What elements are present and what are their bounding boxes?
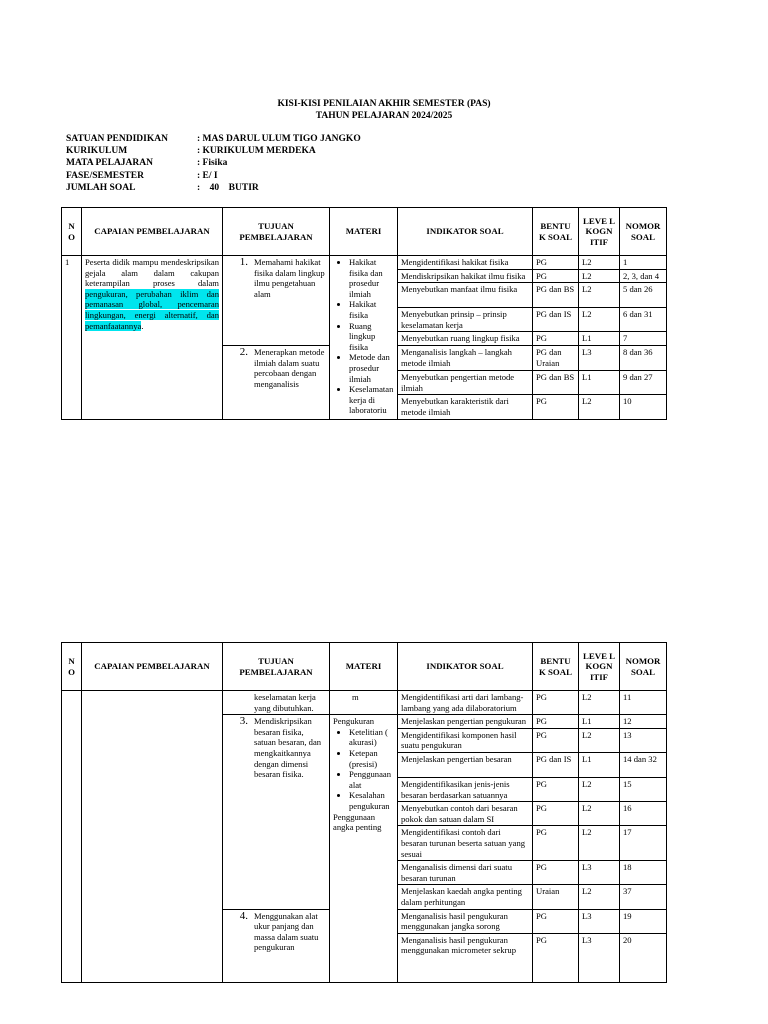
tujuan-text: Memahami hakikat fisika dalam lingkup ilmu pengetahuan alam	[254, 257, 325, 299]
cell-nomor: 5 dan 26	[620, 283, 667, 308]
header-tujuan: TUJUAN PEMBELAJARAN	[223, 643, 330, 691]
cell-bentuk: PG	[533, 802, 579, 826]
capaian-text: Peserta didik mampu mendeskripsikan gejala alam dalam cakupan keterampilan proses dalam	[85, 257, 219, 289]
header-no: N O	[62, 208, 82, 256]
cell-bentuk: PG	[533, 933, 579, 982]
tujuan-text: keselamatan kerja yang dibutuhkan.	[254, 692, 316, 713]
table-row	[62, 256, 667, 270]
cell-indikator: Menyebutkan ruang lingkup fisika	[398, 332, 533, 346]
tujuan-number: 4.	[239, 909, 248, 922]
cell-nomor: 6 dan 31	[620, 308, 667, 332]
cell-tujuan-4	[223, 909, 330, 982]
cell-tujuan-1	[223, 256, 330, 346]
cell-bentuk: PG dan BS	[533, 370, 579, 394]
document-title	[0, 98, 768, 122]
cell-nomor: 7	[620, 332, 667, 346]
cell-indikator: Menjelaskan pengertian besaran	[398, 752, 533, 777]
cell-nomor: 2, 3, dan 4	[620, 269, 667, 283]
cell-bentuk: PG	[533, 728, 579, 752]
cell-indikator: Menganalisis hasil pengukuran menggunakan micrometer sekrup	[398, 933, 533, 982]
cell-nomor: 13	[620, 728, 667, 752]
cell-indikator: Mengidentifikasi komponen hasil suatu pengukuran	[398, 728, 533, 752]
meta-value: : E/ I	[197, 170, 218, 181]
meta-key: KURIKULUM	[66, 146, 128, 157]
cell-nomor: 18	[620, 861, 667, 885]
cell-bentuk: PG	[533, 861, 579, 885]
header-nomor: NOMOR SOAL	[620, 208, 667, 256]
cell-level: L2	[579, 395, 620, 420]
cell-indikator: Menganalisis dimensi dari suatu besaran turunan	[398, 861, 533, 885]
meta-row	[66, 182, 361, 194]
meta-key: MATA PELAJARAN	[66, 158, 153, 169]
materi-item: • Metode dan prosedur ilmiah	[349, 352, 394, 384]
header-nomor: NOMOR SOAL	[620, 643, 667, 691]
materi-item: • Keselamatan kerja di laboratoriu	[349, 384, 394, 416]
cell-indikator: Menyebutkan prinsip – prinsip keselamatan kerja	[398, 308, 533, 332]
header-bentuk: BENTU K SOAL	[533, 643, 579, 691]
header-level: LEVE L KOGN ITIF	[579, 643, 620, 691]
header-indikator: INDIKATOR SOAL	[398, 208, 533, 256]
cell-nomor: 11	[620, 691, 667, 715]
cell-level: L2	[579, 308, 620, 332]
cell-nomor: 16	[620, 802, 667, 826]
tujuan-number: 2.	[239, 345, 248, 358]
cell-level: L3	[579, 861, 620, 885]
cell-bentuk: PG	[533, 332, 579, 346]
header-materi: MATERI	[330, 208, 398, 256]
cell-indikator: Menyebutkan manfaat ilmu fisika	[398, 283, 533, 308]
cell-level: L2	[579, 283, 620, 308]
materi-item: • Ketelitian ( akurasi)	[349, 727, 394, 748]
cell-nomor: 10	[620, 395, 667, 420]
header-capaian: CAPAIAN PEMBELAJARAN	[82, 208, 223, 256]
tujuan-text: Menerapkan metode ilmiah dalam suatu percobaan dengan menganalisis	[254, 346, 325, 389]
title-line-1: KISI-KISI PENILAIAN AKHIR SEMESTER (PAS)	[277, 99, 491, 109]
cell-level: L2	[579, 777, 620, 801]
cell-indikator: Mengidentifikasi hakikat fisika	[398, 256, 533, 270]
meta-row	[66, 133, 361, 145]
cell-materi	[330, 715, 398, 983]
meta-value: : Fisika	[197, 158, 228, 169]
materi-item: • Kesalahan pengukuran	[349, 790, 394, 811]
cell-level: L2	[579, 826, 620, 861]
cell-materi	[330, 256, 398, 420]
cell-no: 1	[62, 256, 82, 420]
cell-bentuk: PG dan IS	[533, 752, 579, 777]
materi-item: • Ruang lingkup fisika	[349, 321, 394, 353]
cell-indikator: Mendiskripsikan hakikat ilmu fisika	[398, 269, 533, 283]
kisi-table-1	[61, 207, 667, 420]
cell-bentuk: PG	[533, 909, 579, 933]
cell-level: L1	[579, 715, 620, 729]
capaian-end: .	[141, 320, 144, 331]
materi-item: • Hakikat fisika dan prosedur ilmiah	[349, 257, 394, 299]
cell-indikator: Mengidentifikasikan jenis-jenis besaran berdasarkan satuannya	[398, 777, 533, 801]
materi-item: • Hakikat fisika	[349, 299, 394, 320]
cell-indikator: Mengidentifikasi contoh dari besaran turunan beserta satuan yang sesuai	[398, 826, 533, 861]
cell-level: L2	[579, 885, 620, 909]
cell-level: L3	[579, 933, 620, 982]
cell-level: L2	[579, 728, 620, 752]
materi-list	[333, 727, 394, 812]
cell-tujuan-3	[223, 715, 330, 909]
cell-indikator: Menyebutkan pengertian metode ilmiah	[398, 370, 533, 394]
tujuan-text: Menggunakan alat ukur panjang dan massa dalam suatu pengukuran	[254, 910, 319, 953]
cell-nomor: 14 dan 32	[620, 752, 667, 777]
table-header-row	[62, 643, 667, 691]
meta-key: JUMLAH SOAL	[66, 182, 136, 193]
meta-key: SATUAN PENDIDIKAN	[66, 134, 168, 144]
cell-indikator: Menganalisis langkah – langkah metode ilmiah	[398, 345, 533, 370]
cell-bentuk: PG	[533, 777, 579, 801]
cell-bentuk: PG	[533, 256, 579, 270]
cell-indikator: Menganalisis hasil pengukuran menggunakan jangka sorong	[398, 909, 533, 933]
kisi-table-2	[61, 642, 667, 983]
materi-list	[333, 257, 394, 416]
cell-bentuk: PG	[533, 715, 579, 729]
tujuan-number: 1.	[239, 256, 248, 268]
cell-level: L1	[579, 752, 620, 777]
cell-nomor: 15	[620, 777, 667, 801]
header-tujuan: TUJUAN PEMBELAJARAN	[223, 208, 330, 256]
materi-tail: Penggunaan angka penting	[333, 811, 382, 833]
table-row	[62, 691, 667, 715]
cell-nomor: 8 dan 36	[620, 345, 667, 370]
materi-item: • Ketepan (presisi)	[349, 748, 394, 769]
cell-level: L2	[579, 256, 620, 270]
header-no: N O	[62, 643, 82, 691]
cell-level: L2	[579, 691, 620, 715]
title-line-2: TAHUN PELAJARAN 2024/2025	[315, 111, 453, 121]
cell-nomor: 12	[620, 715, 667, 729]
cell-capaian	[82, 256, 223, 420]
cell-nomor: 17	[620, 826, 667, 861]
meta-value: : MAS DARUL ULUM TIGO JANGKO	[197, 134, 361, 144]
cell-materi-cont: m	[330, 691, 398, 715]
materi-heading: Pengukuran	[333, 716, 375, 727]
header-level: LEVE L KOGN ITIF	[579, 208, 620, 256]
cell-bentuk: PG	[533, 395, 579, 420]
cell-bentuk: PG	[533, 269, 579, 283]
meta-key: FASE/SEMESTER	[66, 170, 144, 181]
cell-nomor: 19	[620, 909, 667, 933]
cell-no	[62, 691, 82, 983]
cell-tujuan-2	[223, 345, 330, 419]
cell-level: L3	[579, 345, 620, 370]
header-bentuk: BENTU K SOAL	[533, 208, 579, 256]
meta-row	[66, 145, 361, 157]
materi-item: • Penggunaan alat	[349, 769, 394, 790]
cell-bentuk: PG	[533, 691, 579, 715]
tujuan-text: Mendiskripsikan besaran fisika, satuan besaran, dan mengkaitkannya dengan dimensi besaran fisika.	[254, 716, 322, 780]
cell-bentuk: PG dan BS	[533, 283, 579, 308]
meta-value: : 40 BUTIR	[197, 182, 259, 193]
cell-level: L3	[579, 909, 620, 933]
cell-capaian	[82, 691, 223, 983]
cell-bentuk: PG dan Uraian	[533, 345, 579, 370]
cell-nomor: 1	[620, 256, 667, 270]
cell-bentuk: PG	[533, 826, 579, 861]
cell-tujuan-cont	[223, 691, 330, 715]
header-capaian: CAPAIAN PEMBELAJARAN	[82, 643, 223, 691]
cell-bentuk: PG dan IS	[533, 308, 579, 332]
cell-level: L2	[579, 802, 620, 826]
cell-indikator: Menyebutkan contoh dari besaran pokok dan satuan dalam SI	[398, 802, 533, 826]
meta-value: : KURIKULUM MERDEKA	[197, 146, 316, 157]
cell-indikator: Menjelaskan kaedah angka penting dalam perhitungan	[398, 885, 533, 909]
document-meta	[66, 133, 361, 194]
tujuan-number: 3.	[239, 715, 248, 728]
table-header-row	[62, 208, 667, 256]
cell-level: L1	[579, 332, 620, 346]
cell-bentuk: Uraian	[533, 885, 579, 909]
meta-row	[66, 157, 361, 169]
cell-level: L1	[579, 370, 620, 394]
cell-level: L2	[579, 269, 620, 283]
meta-row	[66, 170, 361, 182]
cell-nomor: 20	[620, 933, 667, 982]
cell-nomor: 37	[620, 885, 667, 909]
cell-indikator: Menjelaskan pengertian pengukuran	[398, 715, 533, 729]
capaian-highlight: pengukuran, perubahan iklim dan pemanasan global, pencemaran lingkungan, energi alternatif, dan pemanfaatannya	[85, 288, 219, 331]
cell-indikator: Menyebutkan karakteristik dari metode ilmiah	[398, 395, 533, 420]
header-materi: MATERI	[330, 643, 398, 691]
cell-indikator: Mengidentifikasi arti dari lambang-lambang yang ada dilaboratorium	[398, 691, 533, 715]
header-indikator: INDIKATOR SOAL	[398, 643, 533, 691]
cell-nomor: 9 dan 27	[620, 370, 667, 394]
